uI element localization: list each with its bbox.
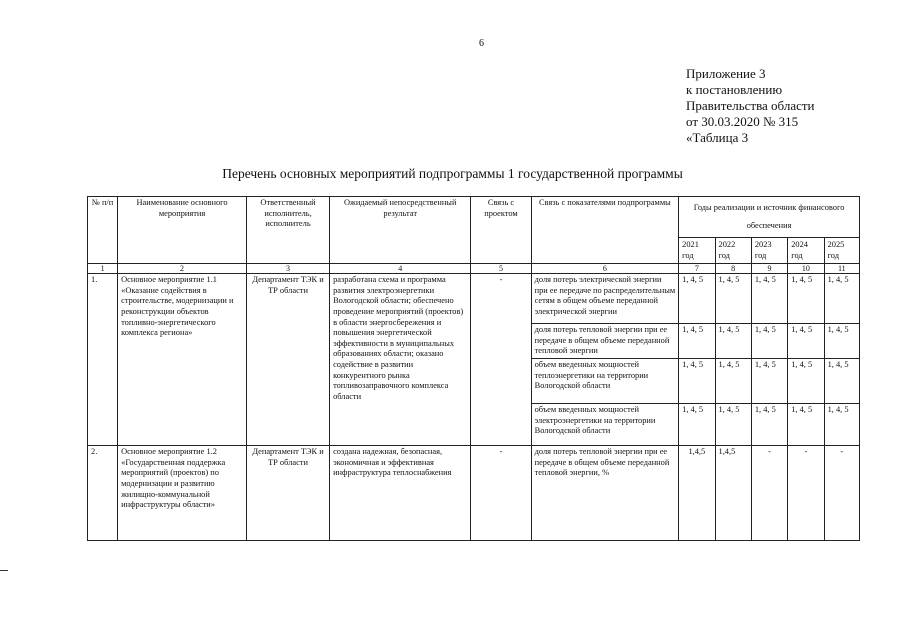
- indicator-year-value: 1, 4, 5: [788, 324, 824, 359]
- row-name: Основное мероприятие 1.1 «Оказание содействия в строительстве, модернизации и реконструкции объектов топливно-энергетического комплекса региона»: [118, 274, 247, 446]
- header-responsible: Ответственный исполнитель, исполнитель: [246, 197, 329, 264]
- appendix-line: от 30.03.2020 № 315: [686, 114, 799, 129]
- column-number: 11: [824, 264, 859, 274]
- header-year: 2022 год: [715, 238, 751, 264]
- header-project: Связь с проектом: [471, 197, 531, 264]
- indicator-year-value: 1, 4, 5: [824, 324, 859, 359]
- header-indicators: Связь с показателями подпрограммы: [531, 197, 679, 264]
- row-project: -: [471, 446, 531, 541]
- page-title: Перечень основных мероприятий подпрограммы 1 государственной программы: [222, 166, 683, 181]
- indicator-year-value: 1, 4, 5: [751, 274, 787, 324]
- column-number: 4: [330, 264, 471, 274]
- margin-mark: [0, 570, 8, 571]
- indicator-year-value: 1, 4, 5: [824, 404, 859, 446]
- appendix-block: [686, 66, 815, 146]
- column-number: 7: [679, 264, 715, 274]
- indicator-year-value: 1, 4, 5: [824, 274, 859, 324]
- indicator-text: доля потерь тепловой энергии при ее передаче в общем объеме переданной тепловой энергии, %: [531, 446, 679, 541]
- measures-table: [87, 196, 860, 541]
- indicator-year-value: 1, 4, 5: [715, 404, 751, 446]
- header-year: 2024 год: [788, 238, 824, 264]
- header-year: 2021 год: [679, 238, 715, 264]
- appendix-line: к постановлению: [686, 82, 783, 97]
- row-responsible: Департамент ТЭК и ТР области: [246, 446, 329, 541]
- indicator-year-value: -: [751, 446, 787, 541]
- header-year: 2023 год: [751, 238, 787, 264]
- page-number: 6: [479, 38, 484, 49]
- indicator-year-value: 1,4,5: [679, 446, 715, 541]
- column-number: 8: [715, 264, 751, 274]
- header-name: Наименование основного мероприятия: [118, 197, 247, 264]
- indicator-text: доля потерь электрической энергии при ее передаче по распределительным сетям в общем объеме переданной электрической энергии: [531, 274, 679, 324]
- indicator-year-value: 1, 4, 5: [788, 359, 824, 404]
- indicator-year-value: 1, 4, 5: [751, 404, 787, 446]
- appendix-line: Правительства области: [686, 98, 815, 113]
- table-row: [88, 274, 860, 324]
- table-row: [88, 446, 860, 541]
- column-number: 5: [471, 264, 531, 274]
- column-number: 1: [88, 264, 118, 274]
- appendix-line: «Таблица 3: [686, 130, 749, 145]
- header-result: Ожидаемый непосредственный результат: [330, 197, 471, 264]
- indicator-year-value: 1, 4, 5: [715, 274, 751, 324]
- indicator-year-value: -: [788, 446, 824, 541]
- column-number: 2: [118, 264, 247, 274]
- header-row: [88, 197, 860, 238]
- indicator-year-value: -: [824, 446, 859, 541]
- indicator-year-value: 1, 4, 5: [751, 359, 787, 404]
- indicator-year-value: 1, 4, 5: [679, 324, 715, 359]
- indicator-year-value: 1, 4, 5: [824, 359, 859, 404]
- indicator-year-value: 1,4,5: [715, 446, 751, 541]
- header-years-group: Годы реализации и источник финансового обеспечения: [679, 197, 860, 238]
- indicator-year-value: 1, 4, 5: [788, 274, 824, 324]
- indicator-year-value: 1, 4, 5: [715, 324, 751, 359]
- column-number: 3: [246, 264, 329, 274]
- indicator-year-value: 1, 4, 5: [679, 359, 715, 404]
- indicator-year-value: 1, 4, 5: [679, 404, 715, 446]
- indicator-text: объем введенных мощностей электроэнергетики на территории Вологодской области: [531, 404, 679, 446]
- indicator-year-value: 1, 4, 5: [788, 404, 824, 446]
- column-number-row: [88, 264, 860, 274]
- indicator-text: объем введенных мощностей теплоэнергетики на территории Вологодской области: [531, 359, 679, 404]
- row-result: разработана схема и программа развития электроэнергетики Вологодской области; обеспечено проведение мероприятий (проектов) в области энергосбережения и повышения энергетической эффективности в муниципальных образованиях области; оказано содействие в развитии конкурентного рынка топливозаправочного комплекса области: [330, 274, 471, 446]
- appendix-line: Приложение 3: [686, 66, 766, 81]
- header-num: № п/п: [88, 197, 118, 264]
- row-responsible: Департамент ТЭК и ТР области: [246, 274, 329, 446]
- indicator-year-value: 1, 4, 5: [751, 324, 787, 359]
- row-num: 2.: [88, 446, 118, 541]
- indicator-year-value: 1, 4, 5: [679, 274, 715, 324]
- row-name: Основное мероприятие 1.2 «Государственная поддержка мероприятий (проектов) по модернизации и развитию жилищно-коммунальной инфраструктуры области»: [118, 446, 247, 541]
- indicator-year-value: 1, 4, 5: [715, 359, 751, 404]
- row-project: -: [471, 274, 531, 446]
- row-result: создана надежная, безопасная, экономичная и эффективная инфраструктура теплоснабжения: [330, 446, 471, 541]
- indicator-text: доля потерь тепловой энергии при ее передаче в общем объеме переданной тепловой энергии: [531, 324, 679, 359]
- column-number: 6: [531, 264, 679, 274]
- header-year: 2025 год: [824, 238, 859, 264]
- column-number: 9: [751, 264, 787, 274]
- column-number: 10: [788, 264, 824, 274]
- row-num: 1.: [88, 274, 118, 446]
